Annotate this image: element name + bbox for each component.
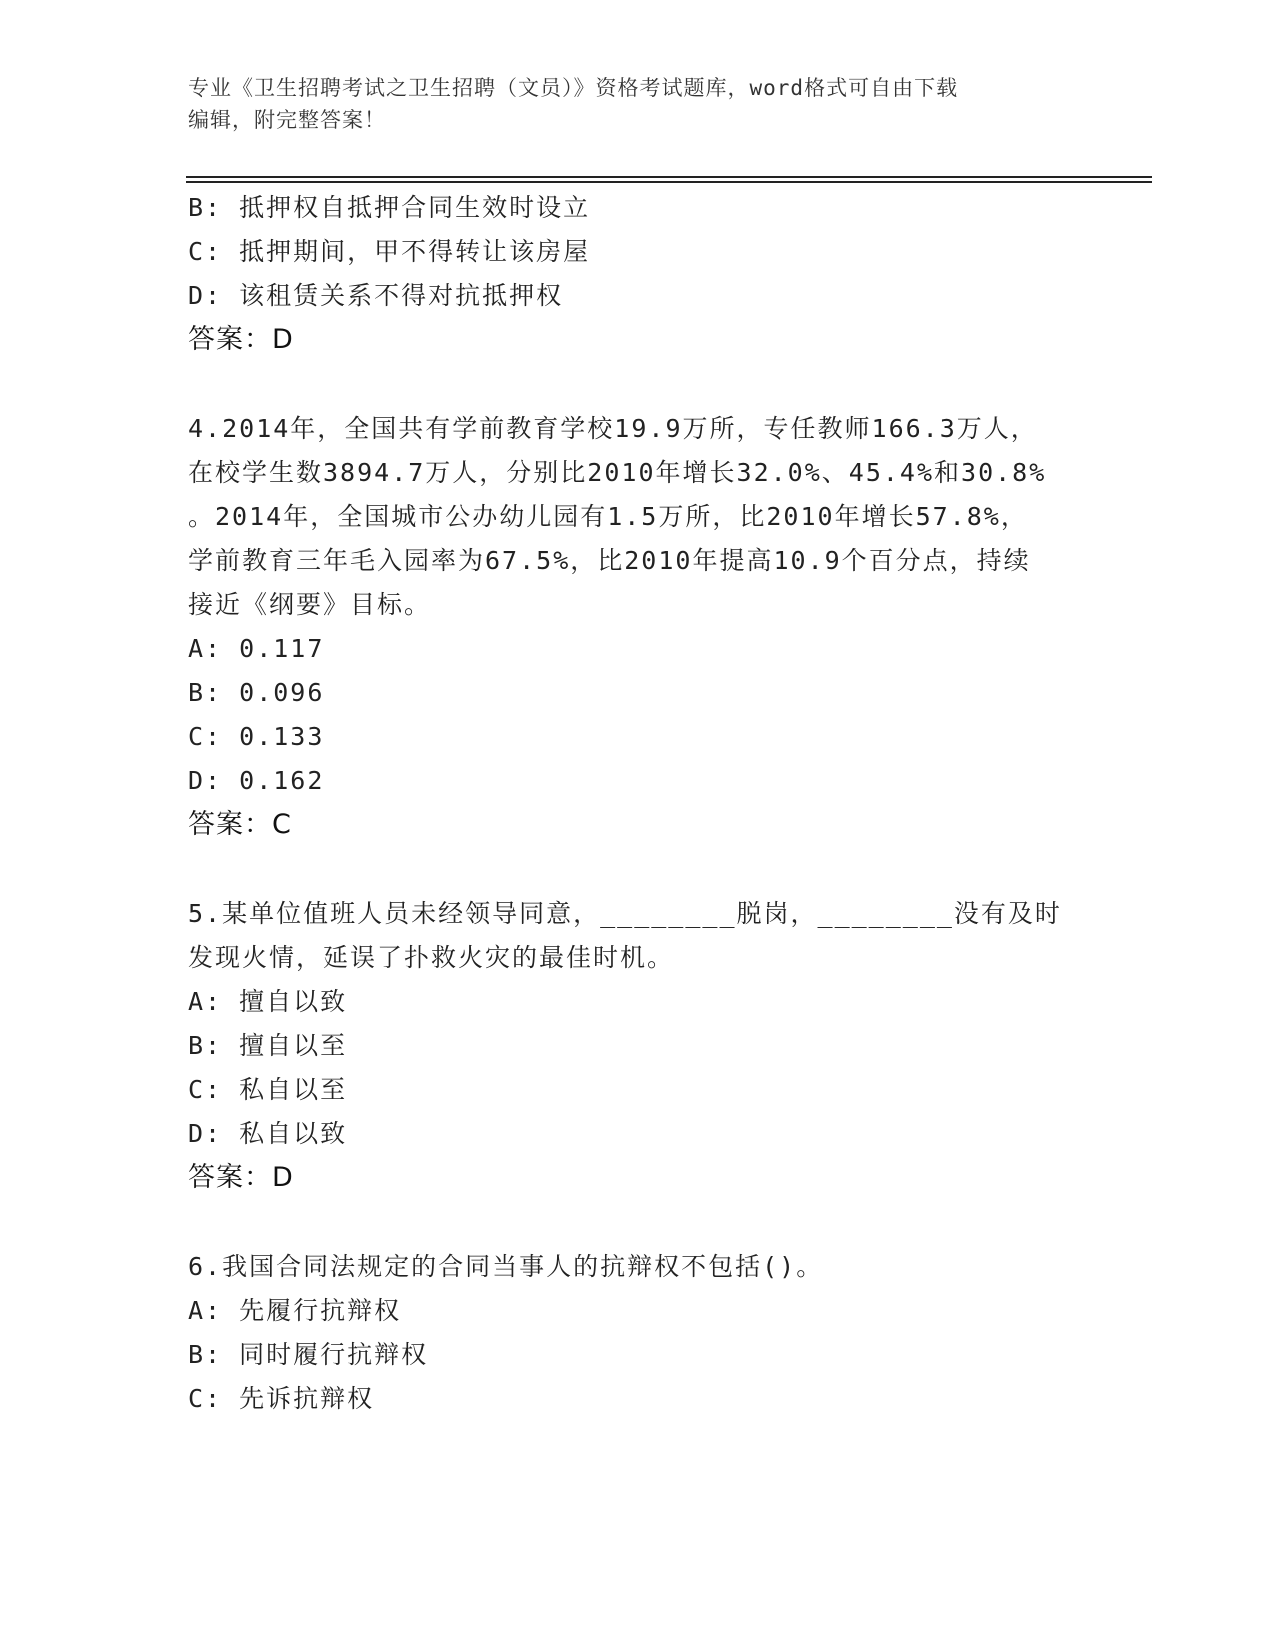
document-header (188, 72, 1088, 136)
q4-option-a: A: 0.117 (188, 634, 325, 663)
header-divider-top (186, 176, 1152, 178)
q3-option-b: B: 抵押权自抵押合同生效时设立 (188, 193, 591, 222)
q5-option-c: C: 私自以至 (188, 1075, 348, 1104)
q4-option-b: B: 0.096 (188, 678, 325, 707)
header-divider-bottom (186, 181, 1152, 183)
q5-option-a: A: 擅自以致 (188, 987, 348, 1016)
q3-answer: 答案：D (188, 324, 294, 355)
q6-option-b: B: 同时履行抗辩权 (188, 1340, 429, 1369)
q4-stem-line-1: 4.2014年，全国共有学前教育学校19.9万所，专任教师166.3万人， (188, 414, 1038, 443)
header-line-2: 编辑，附完整答案！ (188, 108, 386, 132)
q3-option-d: D: 该租赁关系不得对抗抵押权 (188, 281, 564, 310)
q5-stem-line-1: 5.某单位值班人员未经领导同意，________脱岗，________没有及时 (188, 899, 1062, 928)
q4-stem-line-4: 学前教育三年毛入园率为67.5%，比2010年提高10.9个百分点，持续 (188, 546, 1031, 575)
q4-option-d: D: 0.162 (188, 766, 325, 795)
q3-option-c: C: 抵押期间，甲不得转让该房屋 (188, 237, 591, 266)
q5-option-d: D: 私自以致 (188, 1119, 348, 1148)
q4-answer: 答案：C (188, 809, 292, 840)
header-line-1: 专业《卫生招聘考试之卫生招聘（文员）》资格考试题库，word格式可自由下载 (188, 76, 959, 100)
q6-stem-line-1: 6.我国合同法规定的合同当事人的抗辩权不包括()。 (188, 1252, 824, 1281)
q5-option-b: B: 擅自以至 (188, 1031, 348, 1060)
q6-option-a: A: 先履行抗辩权 (188, 1296, 402, 1325)
q6-option-c: C: 先诉抗辩权 (188, 1384, 375, 1413)
q5-stem-line-2: 发现火情，延误了扑救火灾的最佳时机。 (188, 943, 675, 972)
q5-answer: 答案：D (188, 1162, 294, 1193)
q4-stem-line-5: 接近《纲要》目标。 (188, 590, 432, 619)
q4-stem-line-2: 在校学生数3894.7万人，分别比2010年增长32.0%、45.4%和30.8% (188, 458, 1047, 487)
q4-stem-line-3: 。2014年，全国城市公办幼儿园有1.5万所，比2010年增长57.8%， (188, 502, 1028, 531)
q4-option-c: C: 0.133 (188, 722, 325, 751)
